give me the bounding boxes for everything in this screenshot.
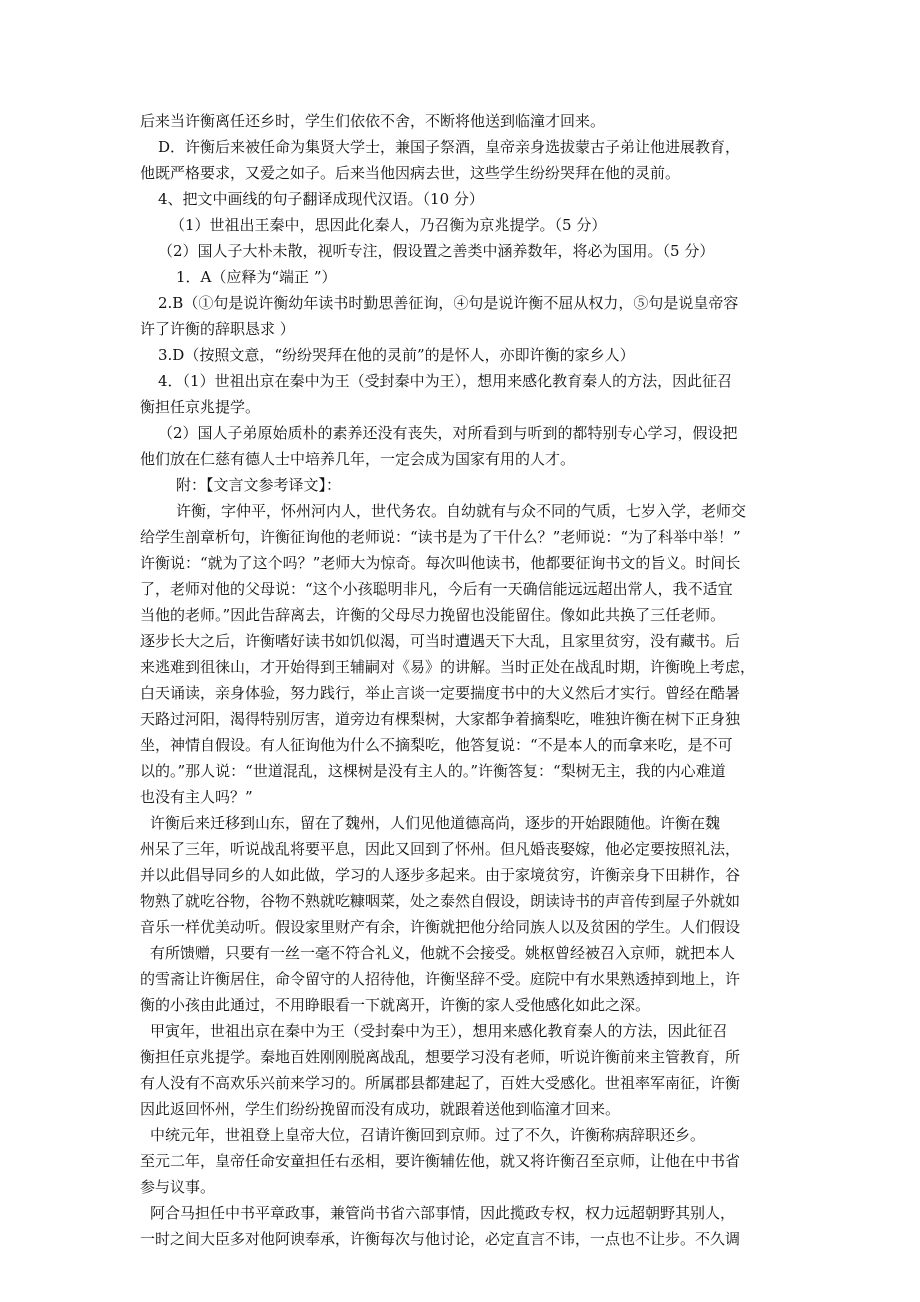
text-line: 4．（1）世祖出京在秦中为王（受封秦中为王），想用来感化教育秦人的方法，因此征召: [158, 372, 733, 390]
text-line: 也没有主人吗？”: [140, 788, 253, 806]
text-line: 当他的老师。”因此告辞离去，许衡的父母尽力挽留也没能留住。像如此共换了三任老师。: [140, 606, 726, 624]
text-line: 音乐一样优美动听。假设家里财产有余，许衡就把他分给同族人以及贫困的学生。人们假设: [140, 918, 741, 936]
text-line: 阿合马担任中书平章政事，兼管尚书省六部事情，因此揽政专权，权力远超朝野其别人，: [150, 1204, 736, 1222]
text-line: 以的。”那人说：“世道混乱，这棵树是没有主人的。”许衡答复：“梨树无主，我的内心难道: [140, 762, 726, 780]
text-line: D．许衡后来被任命为集贤大学士，兼国子祭酒，皇帝亲身选拔蒙古子弟让他进展教育，: [158, 138, 741, 156]
text-line: 2.B（①句是说许衡幼年读书时勤思善征询，④句是说许衡不屈从权力，⑤句是说皇帝容: [158, 294, 739, 312]
text-line: 他们放在仁慈有德人士中培养几年，一定会成为国家有用的人才。: [140, 450, 576, 468]
text-line: 逐步长大之后，许衡嗜好读书如饥似渴，可当时遭遇天下大乱，且家里贫穷，没有藏书。后: [140, 632, 741, 650]
text-line: 给学生剖章析句，许衡征询他的老师说：“读书是为了干什么？”老师说：“为了科举中举！”: [140, 528, 741, 546]
text-line: 有人没有不高欢乐兴前来学习的。所属郡县都建起了，百姓大受感化。世祖率军南征，许衡: [140, 1074, 741, 1092]
text-line: 的雪斋让许衡居住，命令留守的人招待他，许衡坚辞不受。庭院中有水果熟透掉到地上，许: [140, 970, 741, 988]
text-line: 甲寅年，世祖出京在秦中为王（受封秦中为王），想用来感化教育秦人的方法，因此征召: [150, 1022, 728, 1040]
text-line: 并以此倡导同乡的人如此做，学习的人逐步多起来。由于家境贫穷，许衡亲身下田耕作，谷: [140, 866, 741, 884]
text-line: 因此返回怀州，学生们纷纷挽留而没有成功，就跟着送他到临潼才回来。: [140, 1100, 621, 1118]
text-line: 他既严格要求，又爱之如子。后来当他因病去世，这些学生纷纷哭拜在他的灵前。: [140, 164, 681, 182]
text-line: 物熟了就吃谷物，谷物不熟就吃糠咽菜，处之泰然自假设，朗读诗书的声音传到屋子外就如: [140, 892, 741, 910]
text-line: 4、把文中画线的句子翻译成现代汉语。（10 分）: [158, 190, 484, 208]
text-line: 衡的小孩由此通过，不用睁眼看一下就离开，许衡的家人受他感化如此之深。: [140, 996, 651, 1014]
text-line: 1．A（应释为“端正 ”）: [176, 268, 337, 286]
text-line: 来逃难到徂徕山，才开始得到王辅嗣对《易》的讲解。当时正处在战乱时期，许衡晚上考虑，: [140, 658, 756, 676]
text-line: 白天诵读，亲身体验，努力践行，举止言谈一定要揣度书中的大义然后才实行。曾经在酷暑: [140, 684, 741, 702]
text-line: 附：【文言文参考译文】：: [176, 476, 342, 494]
text-line: 至元二年，皇帝任命安童担任右丞相，要许衡辅佐他，就又将许衡召至京师，让他在中书省: [140, 1152, 741, 1170]
text-line: 坐，神情自假设。有人征询他为什么不摘梨吃，他答复说：“不是本人的而拿来吃，是不可: [140, 736, 733, 754]
text-line: 许了许衡的辞职恳求 ）: [140, 320, 295, 338]
document-page: [140, 108, 790, 1252]
text-line: 后来当许衡离任还乡时，学生们依依不舍，不断将他送到临潼才回来。: [140, 112, 606, 130]
text-line: 一时之间大臣多对他阿谀奉承，许衡每次与他讨论，必定直言不讳，一点也不让步。不久调: [140, 1230, 741, 1248]
text-line: （2）国人子弟原始质朴的素养还没有丧失，对所看到与听到的都特别专心学习，假设把: [158, 424, 738, 442]
text-line: 衡担任京兆提学。: [140, 398, 261, 416]
text-line: 了，老师对他的父母说：“这个小孩聪明非凡，今后有一天确信能远远超出常人，我不适宜: [140, 580, 733, 598]
text-line: 中统元年，世祖登上皇帝大位，召请许衡回到京师。过了不久，许衡称病辞职还乡。: [150, 1126, 706, 1144]
text-line: 衡担任京兆提学。秦地百姓刚刚脱离战乱，想要学习没有老师，听说许衡前来主管教育，所: [140, 1048, 741, 1066]
text-line: 天路过河阳，渴得特别厉害，道旁边有棵梨树，大家都争着摘梨吃，唯独许衡在树下正身独: [140, 710, 741, 728]
text-line: 参与议事。: [140, 1178, 216, 1196]
text-line: 有所馈赠，只要有一丝一毫不符合礼义，他就不会接受。姚枢曾经被召入京师，就把本人: [150, 944, 736, 962]
text-line: （1）世祖出王秦中，思因此化秦人，乃召衡为京兆提学。（5 分）: [170, 216, 607, 234]
text-line: 许衡后来迁移到山东，留在了魏州，人们见他道德高尚，逐步的开始跟随他。许衡在魏: [150, 814, 721, 832]
text-line: 许衡，字仲平，怀州河内人，世代务农。自幼就有与众不同的气质，七岁入学，老师交: [176, 502, 747, 520]
text-line: 许衡说：“就为了这个吗？”老师大为惊奇。每次叫他读书，他都要征询书文的旨义。时间长: [140, 554, 741, 572]
text-line: 州呆了三年，听说战乱将要平息，因此又回到了怀州。但凡婚丧娶嫁，他必定要按照礼法，: [140, 840, 741, 858]
text-line: （2）国人子大朴未散，视听专注，假设置之善类中涵养数年，将必为国用。（5 分）: [158, 242, 715, 260]
text-line: 3.D（按照文意，“纷纷哭拜在他的灵前”的是怀人，亦即许衡的家乡人）: [158, 346, 635, 364]
